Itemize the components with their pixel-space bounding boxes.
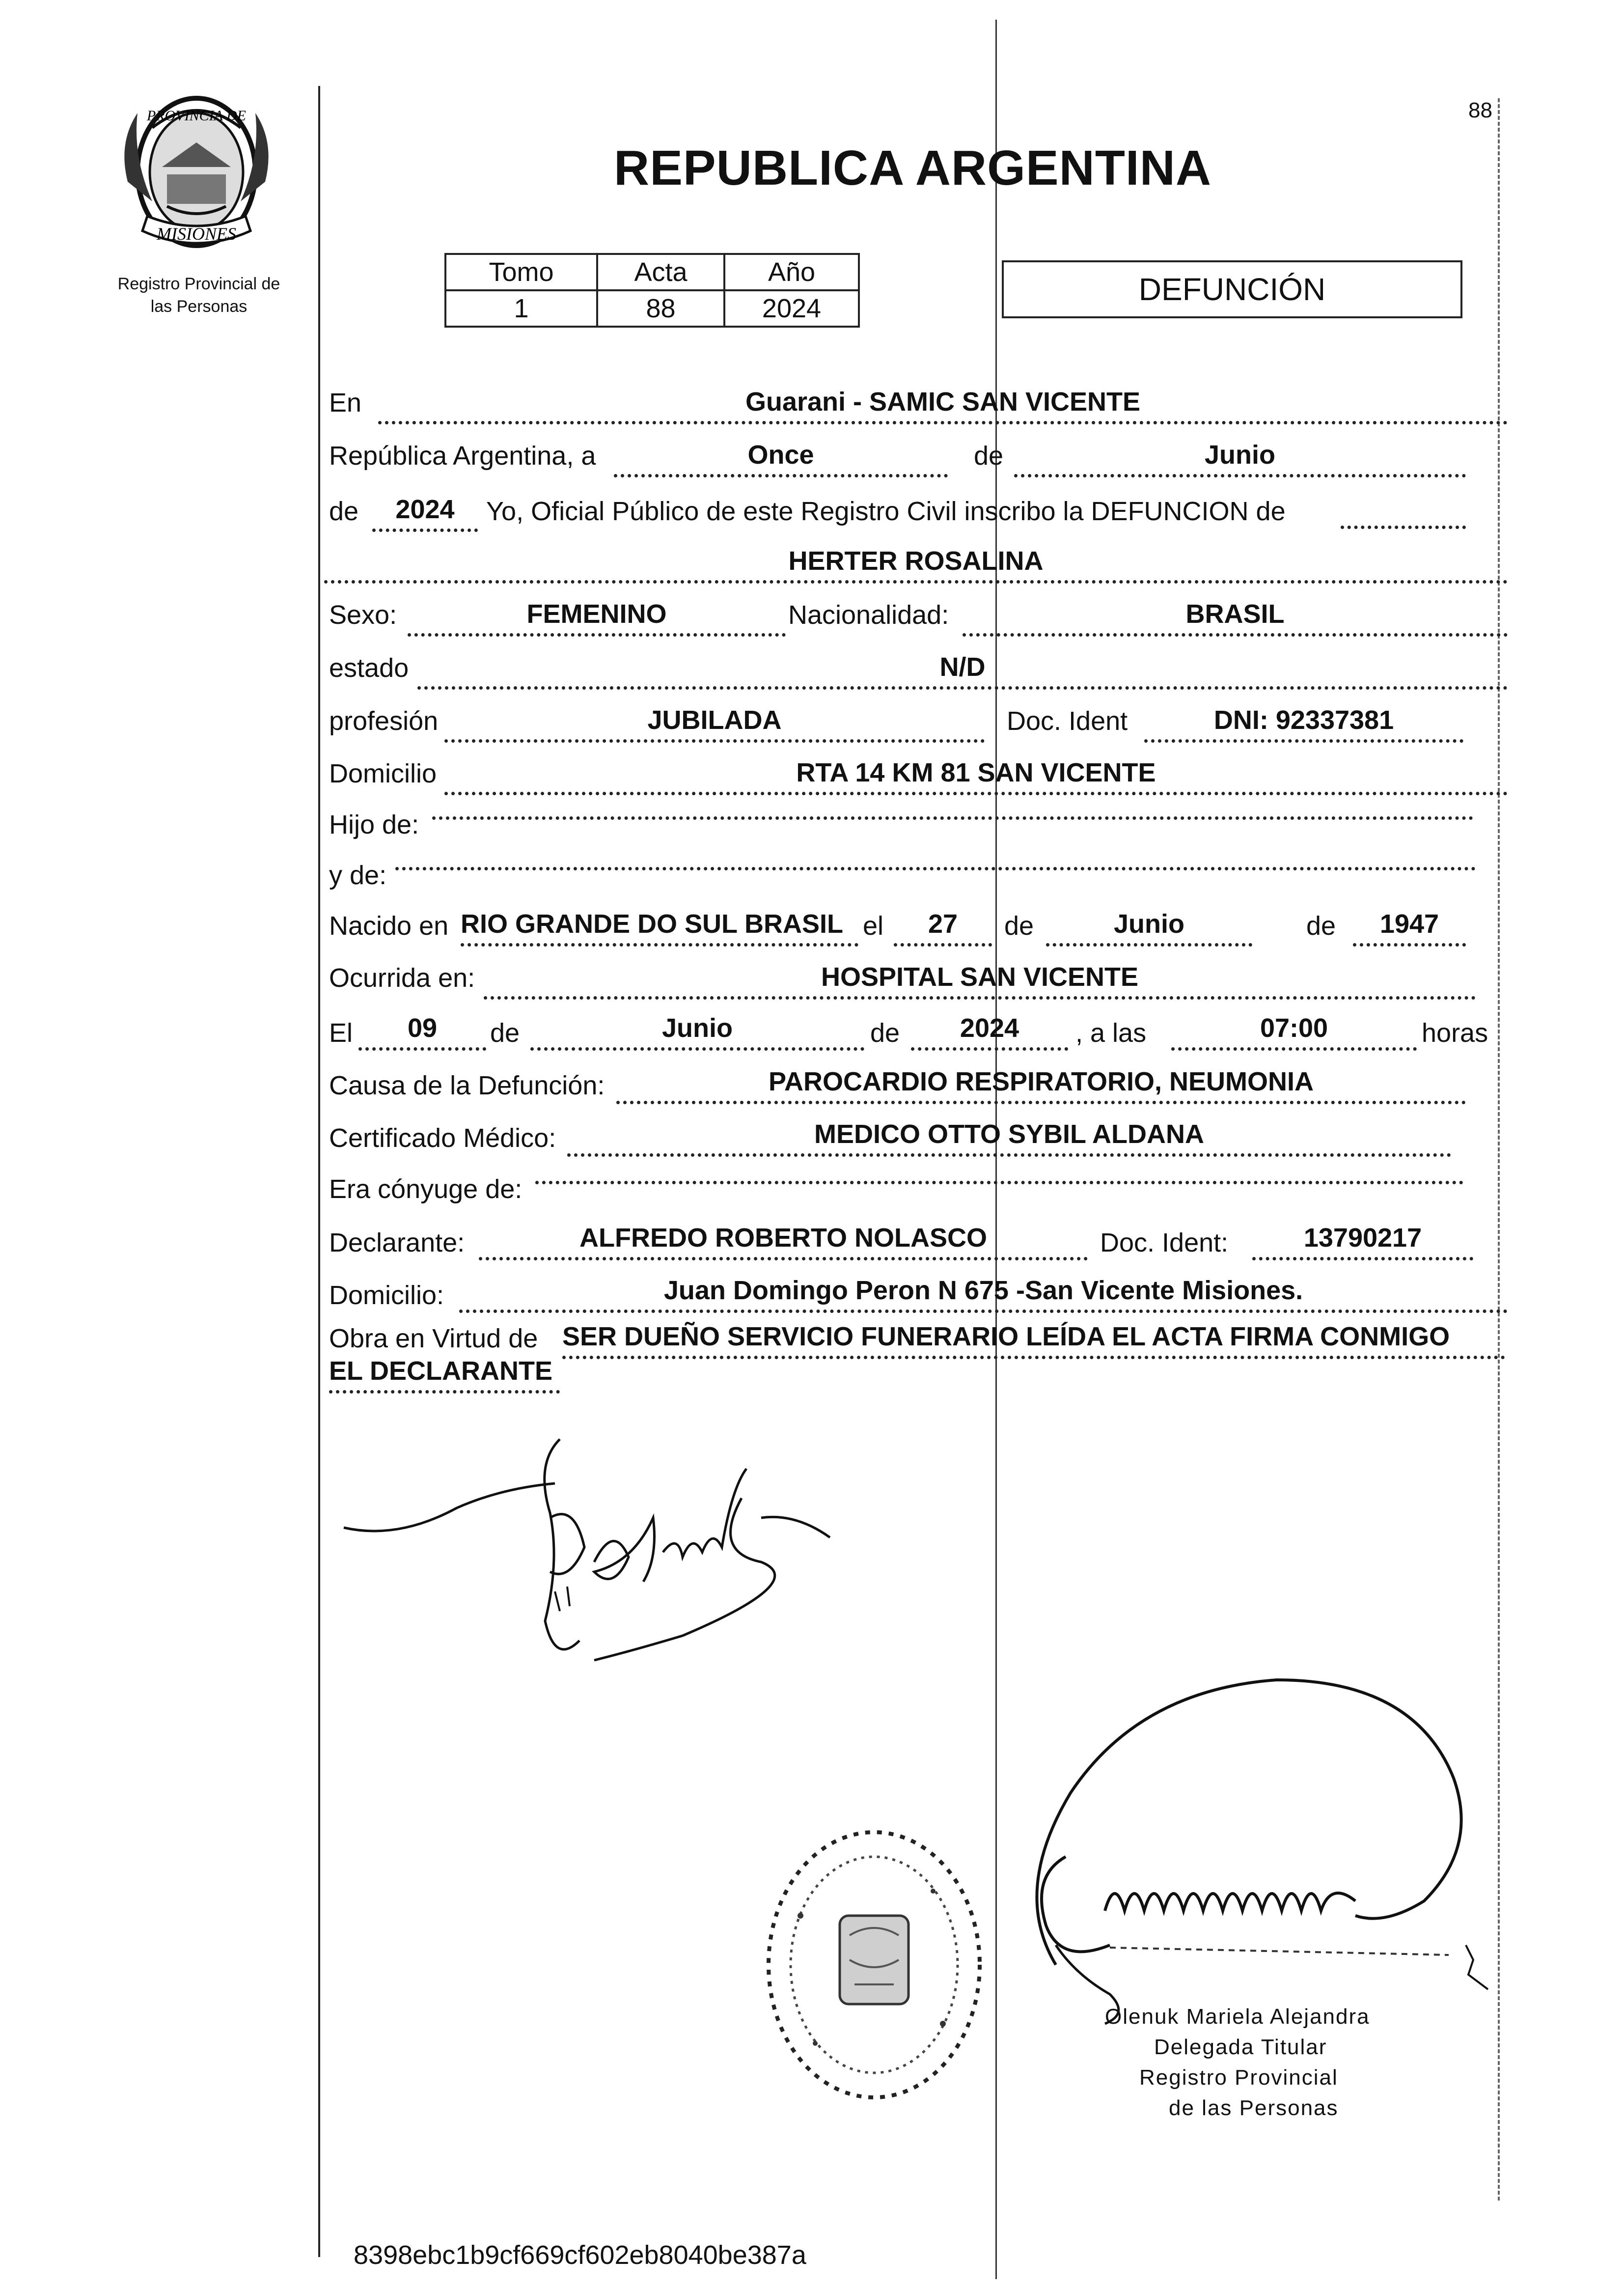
- label-certificado: Certificado Médico:: [329, 1123, 556, 1153]
- label-causa: Causa de la Defunción:: [329, 1071, 605, 1100]
- official-name: Olenuk Mariela Alejandra: [1105, 2005, 1370, 2029]
- label-de: de: [329, 497, 359, 526]
- register-header-cell: Acta: [597, 254, 724, 290]
- declarant-signature: [339, 1434, 854, 1690]
- register-value-row: [445, 290, 859, 327]
- field-nombre: HERTER ROSALINA: [324, 548, 1508, 584]
- field-mes-nac: Junio: [1046, 911, 1252, 947]
- field-sexo: FEMENINO: [408, 601, 786, 637]
- field-hijo-de: [432, 810, 1473, 820]
- label-horas: horas: [1422, 1018, 1488, 1048]
- field-y-de: [395, 861, 1476, 870]
- registry-caption-line1: Registro Provincial de: [117, 275, 280, 293]
- record-type-box: DEFUNCIÓN: [1002, 260, 1462, 318]
- official-role: Delegada Titular: [1154, 2035, 1327, 2059]
- label-de: de: [490, 1018, 520, 1048]
- field-ocurrida-en: HOSPITAL SAN VICENTE: [484, 964, 1476, 1000]
- page-number: 88: [1468, 98, 1492, 122]
- field-causa: PAROCARDIO RESPIRATORIO, NEUMONIA: [616, 1068, 1466, 1104]
- field-lugar: Guarani - SAMIC SAN VICENTE: [378, 389, 1508, 424]
- svg-text:PROVINCIA DE: PROVINCIA DE: [147, 108, 246, 124]
- label-doc-ident: Doc. Ident: [1007, 706, 1128, 736]
- page-title: REPUBLICA ARGENTINA: [614, 140, 1212, 195]
- field-obra-line2: EL DECLARANTE: [329, 1358, 560, 1394]
- field-certificado: MEDICO OTTO SYBIL ALDANA: [567, 1121, 1451, 1157]
- label-profesion: profesión: [329, 706, 439, 736]
- label-en: En: [329, 388, 362, 418]
- label-y-de: y de:: [329, 861, 387, 890]
- label-el: el: [863, 911, 884, 941]
- label-domicilio: Domicilio: [329, 759, 437, 788]
- field-anio-def: 2024: [911, 1015, 1068, 1051]
- field-hora-def: 07:00: [1171, 1015, 1417, 1051]
- field-anio: 2024: [372, 496, 478, 532]
- label-doc-ident2: Doc. Ident:: [1100, 1228, 1229, 1257]
- field-mes-def: Junio: [530, 1015, 864, 1051]
- label-de: de: [870, 1018, 900, 1048]
- label-a-las: , a las: [1075, 1018, 1147, 1048]
- field-anio-nac: 1947: [1353, 911, 1466, 947]
- label-republica: República Argentina, a: [329, 441, 596, 471]
- svg-text:MISIONES: MISIONES: [157, 224, 236, 244]
- label-domicilio2: Domicilio:: [329, 1281, 444, 1310]
- register-value-cell: 2024: [724, 290, 859, 327]
- official-office: Registro Provincial: [1139, 2065, 1338, 2090]
- field-estado: N/D: [417, 654, 1508, 690]
- field-domicilio: RTA 14 KM 81 SAN VICENTE: [444, 759, 1508, 795]
- official-stamp: [756, 1817, 992, 2112]
- document-hash: 8398ebc1b9cf669cf602eb8040be387a: [354, 2240, 806, 2270]
- field-lugar-nacimiento: RIO GRANDE DO SUL BRASIL: [461, 911, 858, 947]
- field-dia-def: 09: [358, 1015, 486, 1051]
- left-margin-rule: [318, 86, 320, 2257]
- official-signature: [982, 1670, 1522, 2024]
- register-header-cell: Tomo: [445, 254, 597, 290]
- registry-caption-line2: las Personas: [150, 297, 248, 316]
- province-seal-logo: [98, 84, 295, 260]
- field-dia-nac: 27: [894, 911, 992, 947]
- label-sexo: Sexo:: [329, 600, 397, 630]
- field-dia-letras: Once: [614, 442, 948, 477]
- label-ocurrida-en: Ocurrida en:: [329, 963, 475, 993]
- register-table: [444, 253, 860, 328]
- field-doc: DNI: 92337381: [1144, 707, 1463, 743]
- label-de: de: [1306, 911, 1336, 941]
- field-declarante: ALFREDO ROBERTO NOLASCO: [479, 1225, 1088, 1260]
- label-de: de: [974, 441, 1004, 471]
- register-header-cell: Año: [724, 254, 859, 290]
- label-conyuge: Era cónyuge de:: [329, 1174, 523, 1204]
- field-profesion: JUBILADA: [444, 707, 985, 743]
- field-nacionalidad: BRASIL: [963, 601, 1508, 637]
- province-seal-icon: [98, 84, 295, 260]
- label-nacido-en: Nacido en: [329, 911, 449, 941]
- label-obra: Obra en Virtud de: [329, 1324, 538, 1353]
- register-header-row: [445, 254, 859, 290]
- label-estado: estado: [329, 653, 409, 683]
- label-nacionalidad: Nacionalidad:: [788, 600, 949, 630]
- field-mes: Junio: [1014, 442, 1466, 477]
- fill-line: [1341, 526, 1466, 529]
- register-value-cell: 1: [445, 290, 597, 327]
- official-office2: de las Personas: [1169, 2096, 1339, 2120]
- field-conyuge: [535, 1175, 1463, 1184]
- field-domicilio-declarante: Juan Domingo Peron N 675 -San Vicente Misiones.: [459, 1277, 1508, 1313]
- registry-caption: [83, 273, 314, 318]
- register-value-cell: 88: [597, 290, 724, 327]
- official-name-stamp: [1105, 2002, 1449, 2123]
- field-doc-declarante: 13790217: [1252, 1225, 1473, 1260]
- label-hijo-de: Hijo de:: [329, 810, 419, 839]
- label-yo-oficial: Yo, Oficial Público de este Registro Civil inscribo la DEFUNCION de: [486, 497, 1286, 526]
- label-el: El: [329, 1018, 353, 1048]
- label-de: de: [1004, 911, 1034, 941]
- label-declarante: Declarante:: [329, 1228, 465, 1257]
- field-obra-line1: SER DUEÑO SERVICIO FUNERARIO LEÍDA EL ACTA FIRMA CONMIGO: [562, 1323, 1505, 1359]
